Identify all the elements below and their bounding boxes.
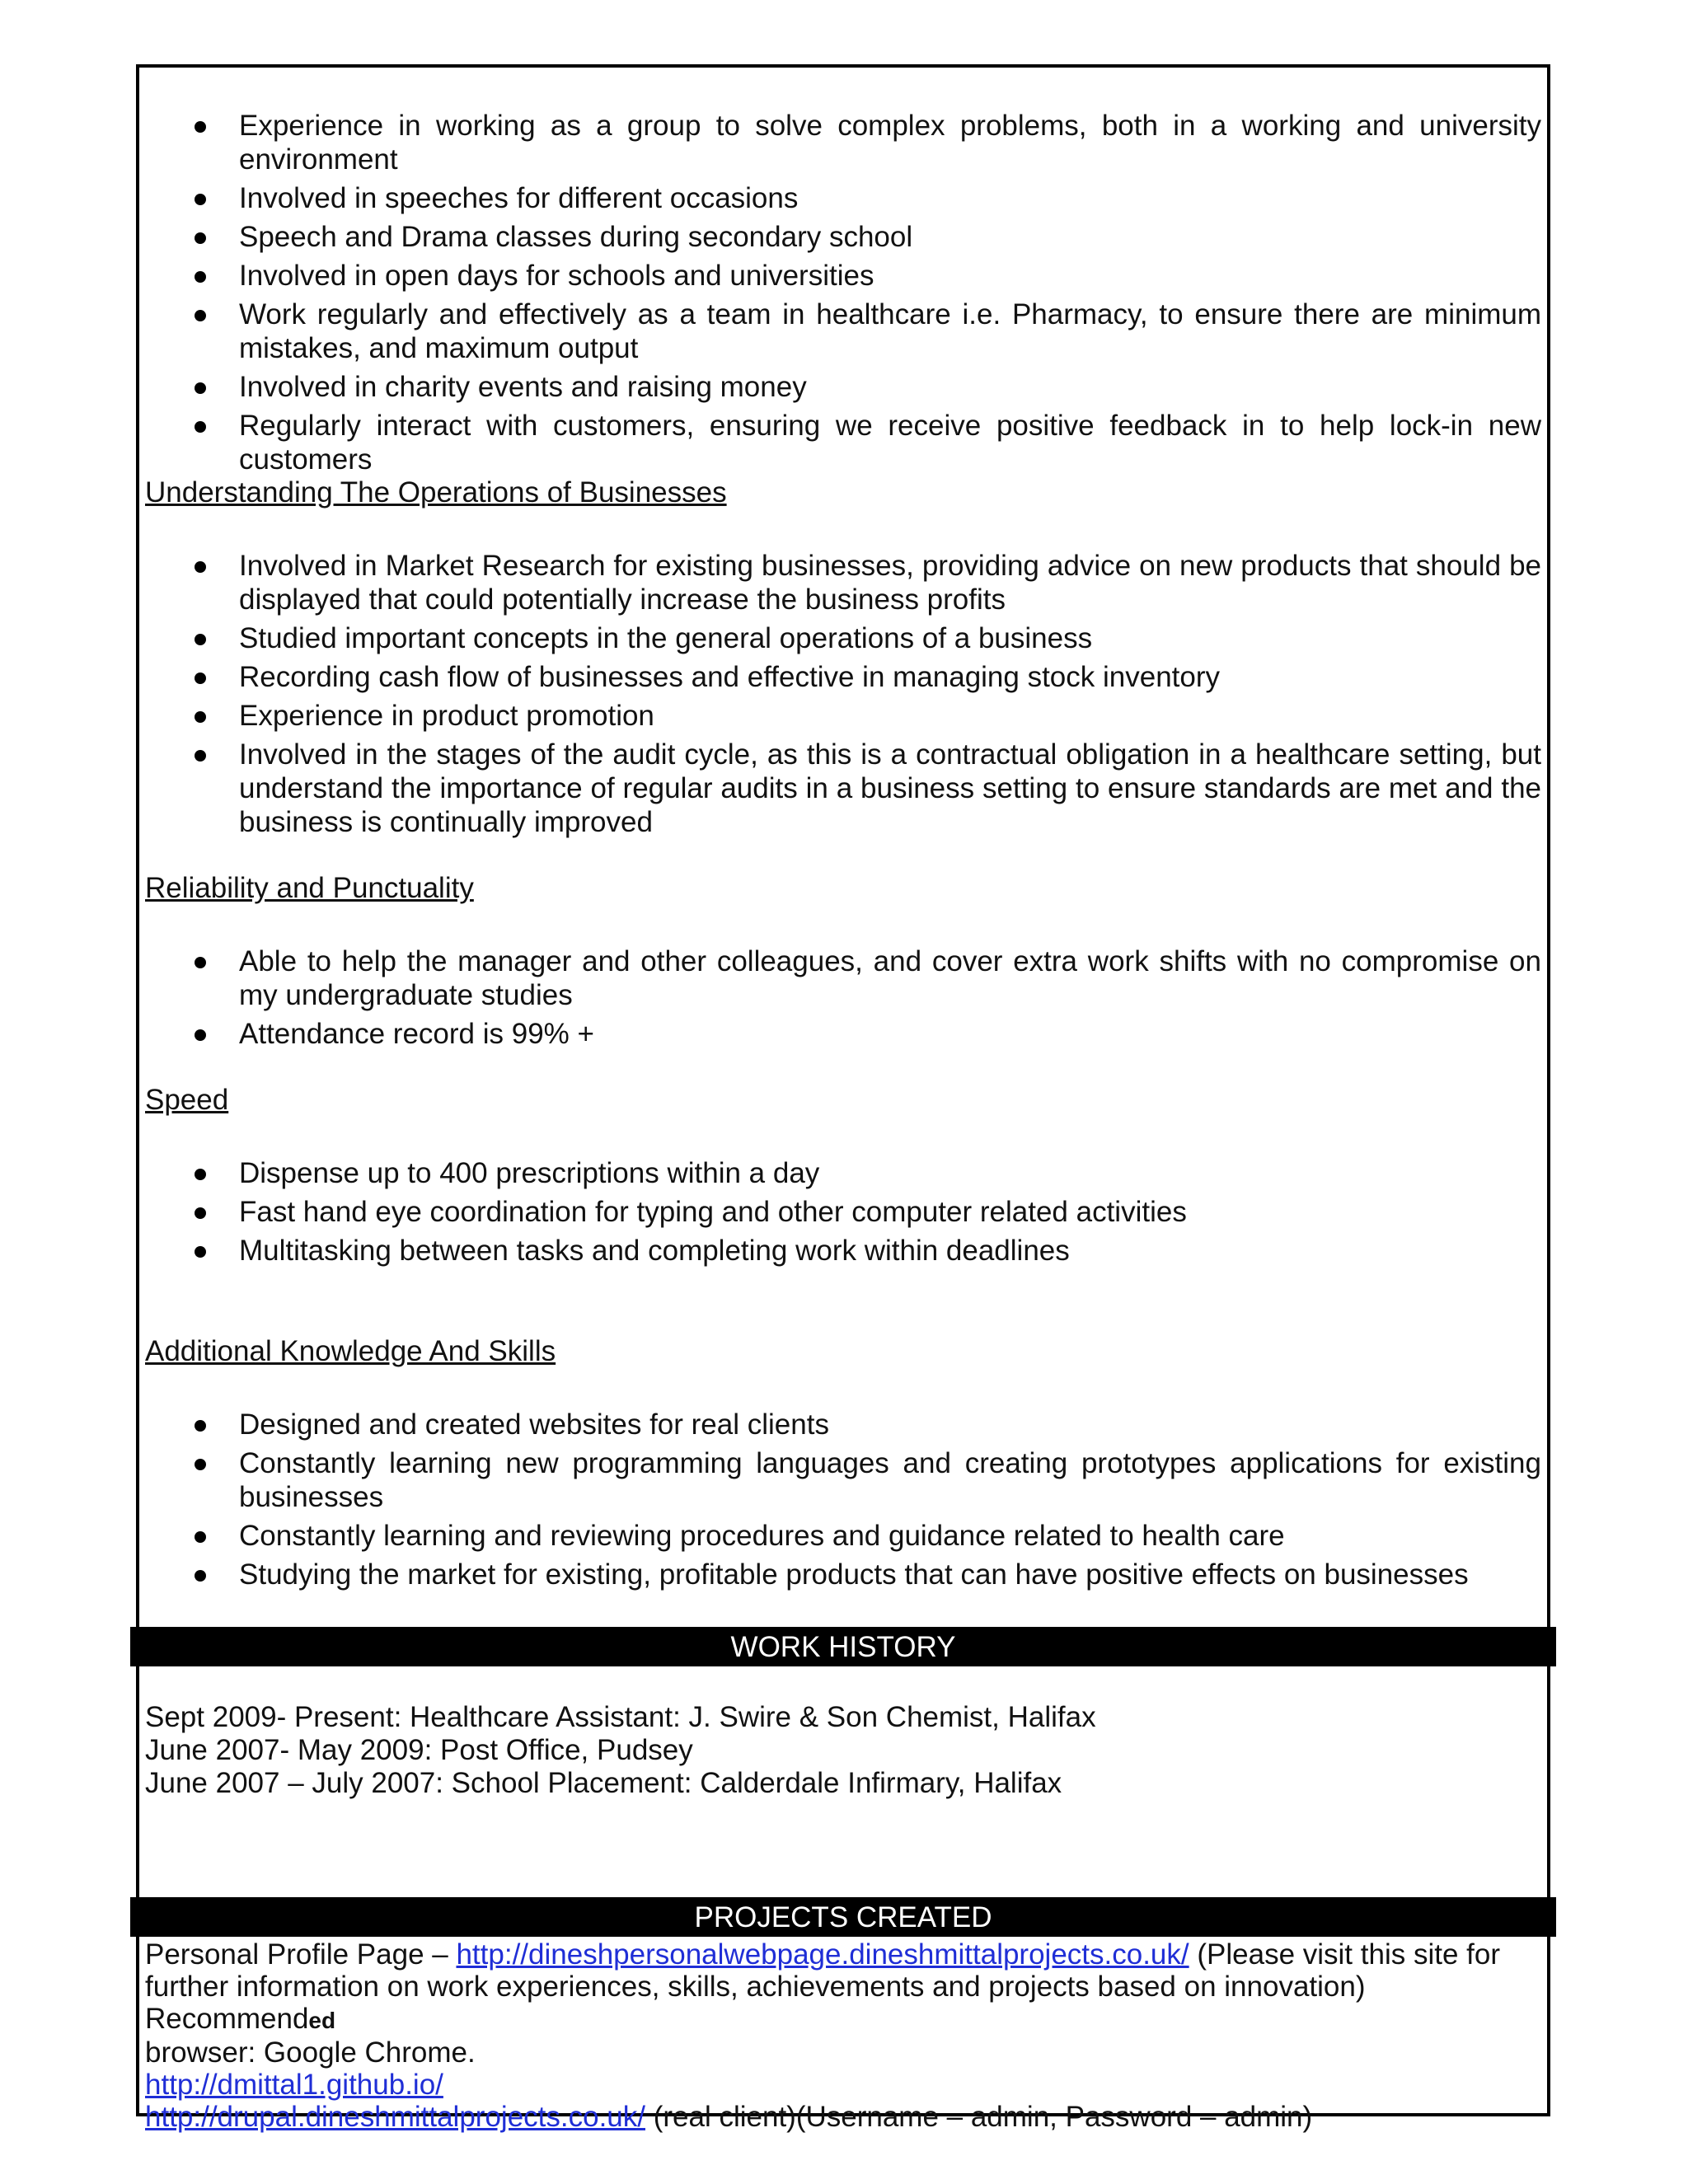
- bullet-dot: [195, 1531, 206, 1543]
- bullet-dot: [195, 310, 206, 321]
- bullet-dot: [195, 194, 206, 205]
- bullet-dot: [195, 673, 206, 684]
- bullet-dot: [195, 711, 206, 723]
- projects-header: PROJECTS CREATED: [130, 1897, 1556, 1937]
- list-item: Constantly learning new programming languages and creating prototypes applications for existing businesses: [239, 1447, 1541, 1513]
- projects-prefix: Personal Profile Page –: [145, 1938, 448, 1971]
- personal-profile-link[interactable]: http://dineshpersonalwebpage.dineshmittalprojects.co.uk/: [456, 1938, 1189, 1971]
- list-item: Regularly interact with customers, ensuring we receive positive feedback in to help lock-in new customers: [239, 410, 1541, 476]
- list-item: Attendance record is 99% +: [239, 1018, 594, 1050]
- bullet-dot: [195, 121, 206, 133]
- bullet-dot: [195, 634, 206, 645]
- list-item: Able to help the manager and other colleagues, and cover extra work shifts with no compromise on my undergraduate studies: [239, 945, 1541, 1011]
- work-history-entry: June 2007- May 2009: Post Office, Pudsey: [145, 1734, 693, 1766]
- work-history-entry: Sept 2009- Present: Healthcare Assistant: J. Swire & Son Chemist, Halifax: [145, 1701, 1096, 1733]
- projects-description: [145, 1938, 1538, 2133]
- list-item: Recording cash flow of businesses and effective in managing stock inventory: [239, 661, 1221, 693]
- bullet-dot: [195, 271, 206, 283]
- work-history-entry: June 2007 – July 2007: School Placement: Calderdale Infirmary, Halifax: [145, 1767, 1062, 1799]
- bullet-dot: [195, 957, 206, 968]
- list-item: Dispense up to 400 prescriptions within a day: [239, 1157, 820, 1189]
- list-item: Speech and Drama classes during secondary school: [239, 221, 913, 253]
- bullet-dot: [195, 382, 206, 394]
- work-history-header: WORK HISTORY: [130, 1627, 1556, 1666]
- bullet-dot: [195, 1420, 206, 1432]
- list-item: Involved in the stages of the audit cycle, as this is a contractual obligation in a healthcare setting, but understand the importance of regular audits in a business setting to ensure standards are met and the business is continually improved: [239, 738, 1541, 838]
- github-link[interactable]: http://dmittal1.github.io/: [145, 2069, 443, 2101]
- bullet-dot: [195, 561, 206, 573]
- projects-suffix-bold: ed: [308, 2008, 336, 2033]
- list-item: Studying the market for existing, profitable products that can have positive effects on businesses: [239, 1558, 1469, 1591]
- list-item: Multitasking between tasks and completing work within deadlines: [239, 1235, 1070, 1267]
- list-item: Involved in Market Research for existing businesses, providing advice on new products that should be displayed that could potentially increase the business profits: [239, 550, 1541, 616]
- drupal-link[interactable]: http://drupal.dineshmittalprojects.co.uk/: [145, 2101, 645, 2133]
- list-item: Involved in charity events and raising money: [239, 371, 807, 403]
- bullet-dot: [195, 750, 206, 762]
- section-heading-reliability: Reliability and Punctuality: [145, 872, 474, 904]
- bullet-dot: [195, 1246, 206, 1258]
- list-item: Involved in speeches for different occasions: [239, 182, 799, 214]
- projects-suffix: (Please visit this site for further information on work experiences, skills, achievements and projects based on innovation) Recommend: [145, 1938, 1500, 2035]
- list-item: Fast hand eye coordination for typing and other computer related activities: [239, 1196, 1187, 1228]
- list-item: Designed and created websites for real clients: [239, 1408, 829, 1441]
- section-heading-operations: Understanding The Operations of Businesses: [145, 476, 727, 509]
- list-item: Experience in product promotion: [239, 700, 654, 732]
- list-item: Involved in open days for schools and universities: [239, 260, 874, 292]
- bullet-dot: [195, 1570, 206, 1582]
- bullet-dot: [195, 1459, 206, 1470]
- list-item: Constantly learning and reviewing procedures and guidance related to health care: [239, 1520, 1285, 1552]
- projects-browser-note: browser: Google Chrome.: [145, 2036, 476, 2069]
- list-item: Experience in working as a group to solve complex problems, both in a working and university environment: [239, 110, 1541, 176]
- list-item: Work regularly and effectively as a team in healthcare i.e. Pharmacy, to ensure there are minimum mistakes, and maximum output: [239, 298, 1541, 364]
- drupal-link-note: (real client)(Username – admin, Password – admin): [653, 2101, 1313, 2133]
- bullet-dot: [195, 1029, 206, 1041]
- bullet-dot: [195, 1207, 206, 1219]
- section-heading-additional: Additional Knowledge And Skills: [145, 1335, 556, 1367]
- section-heading-speed: Speed: [145, 1084, 229, 1116]
- list-item: Studied important concepts in the general operations of a business: [239, 622, 1093, 654]
- bullet-dot: [195, 232, 206, 244]
- bullet-dot: [195, 421, 206, 433]
- bullet-dot: [195, 1169, 206, 1180]
